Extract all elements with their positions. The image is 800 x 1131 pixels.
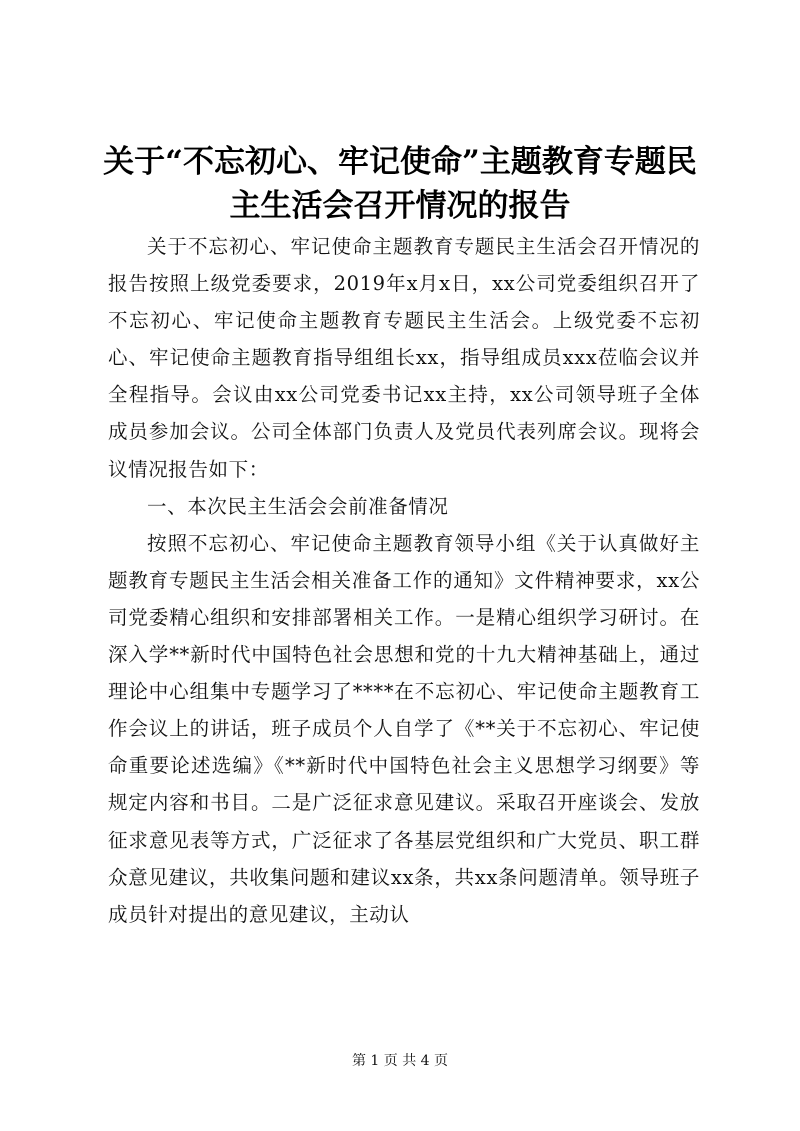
intro-paragraph: 关于不忘初心、牢记使命主题教育专题民主生活会召开情况的报告按照上级党委要求，2019年x月x日，xx公司党委组织召开了不忘初心、牢记使命主题教育专题民主生活会。上级党委不忘初心、牢记使命主题教育指导组组长xx，指导组成员xxx莅临会议并全程指导。会议由xx公司党委书记xx主持，xx公司领导班子全体成员参加会议。公司全体部门负责人及党员代表列席会议。现将会议情况报告如下：: [108, 235, 700, 481]
document-title: [60, 140, 740, 228]
document-body: [108, 228, 700, 933]
section-paragraph: 按照不忘初心、牢记使命主题教育领导小组《关于认真做好主题教育专题民主生活会相关准备工作的通知》文件精神要求，xx公司党委精心组织和安排部署相关工作。一是精心组织学习研讨。在深入学**新时代中国特色社会思想和党的十九大精神基础上，通过理论中心组集中专题学习了****在不忘初心、牢记使命主题教育工作会议上的讲话，班子成员个人自学了《**关于不忘初心、牢记使命重要论述选编》《**新时代中国特色社会主义思想学习纲要》等规定内容和书目。二是广泛征求意见建议。采取召开座谈会、发放征求意见表等方式，广泛征求了各基层党组织和广大党员、职工群众意见建议，共收集问题和建议xx条，共xx条问题清单。领导班子成员针对提出的意见建议，主动认: [108, 531, 700, 926]
title-line-2: 主生活会召开情况的报告: [229, 188, 571, 224]
title-line-1: 关于“不忘初心、牢记使命”主题教育专题民: [103, 144, 697, 180]
page-number: 第 1 页 共 4 页: [351, 1053, 449, 1069]
section-heading: 一、本次民主生活会会前准备情况: [147, 494, 449, 518]
